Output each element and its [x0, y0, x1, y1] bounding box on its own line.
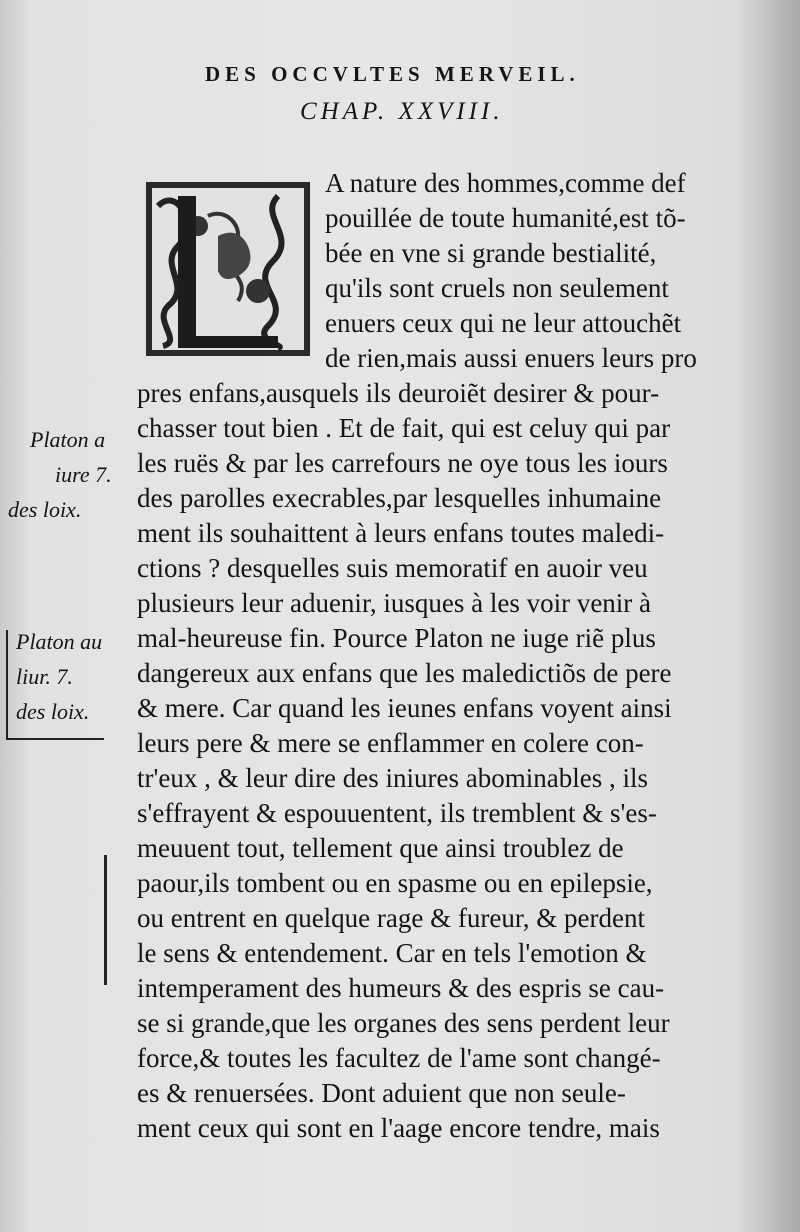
text-line: le sens & entendement. Car en tels l'emotion & — [137, 938, 647, 968]
margin-note: Platon a — [30, 427, 106, 452]
text-line: force,& toutes les facultez de l'ame sont changé- — [137, 1043, 661, 1073]
text-line: meuuent tout, tellement que ainsi troublez de — [137, 833, 624, 863]
text-line: A nature des hommes,comme def — [325, 168, 686, 198]
text-line: es & renuersées. Dont aduient que non seule- — [137, 1078, 626, 1108]
text-line: ment ceux qui sont en l'aage encore tendre, mais — [137, 1113, 660, 1143]
text-line: se si grande,que les organes des sens perdent leur — [137, 1008, 670, 1038]
margin-note: iure 7. — [55, 462, 112, 487]
text-line: paour,ils tombent ou en spasme ou en epilepsie, — [137, 868, 653, 898]
text-line: ment ils souhaittent à leurs enfans toutes maledi- — [137, 518, 665, 548]
margin-note: des loix. — [16, 699, 90, 724]
margin-bracket — [6, 738, 104, 740]
running-title: DES OCCVLTES MERVEIL. — [205, 62, 580, 86]
text-line: mal-heureuse fin. Pource Platon ne iuge riẽ plus — [137, 623, 656, 653]
margin-note: Platon au — [16, 629, 103, 654]
text-line: qu'ils sont cruels non seulement — [325, 273, 669, 303]
text-line: & mere. Car quand les ieunes enfans voyent ainsi — [137, 693, 672, 723]
text-line: pres enfans,ausquels ils deuroiẽt desirer & pour- — [137, 378, 660, 408]
text-line: de rien,mais aussi enuers leurs pro — [325, 343, 697, 373]
text-line: s'effrayent & espouuentent, ils tremblent & s'es- — [137, 798, 657, 828]
text-line: des parolles execrables,par lesquelles inhumaine — [137, 483, 662, 513]
margin-bracket — [6, 630, 8, 740]
text-line: pouillée de toute humanité,est tõ- — [325, 203, 686, 233]
text-line: chasser tout bien . Et de fait, qui est celuy qui par — [137, 413, 671, 443]
text-line: ctions ? desquelles suis memoratif en auoir veu — [137, 553, 648, 583]
text-line: dangereux aux enfans que les maledictiõs de pere — [137, 658, 672, 688]
decorated-initial-icon — [138, 176, 318, 361]
chapter-heading: CHAP. XXVIII. — [300, 98, 504, 125]
text-line: bée en vne si grande bestialité, — [325, 238, 657, 268]
margin-note: des loix. — [8, 497, 82, 522]
text-line: plusieurs leur aduenir, iusques à les voir venir à — [137, 588, 652, 618]
text-line: intemperament des humeurs & des espris se cau- — [137, 973, 665, 1003]
text-line: leurs pere & mere se enflammer en colere con- — [137, 728, 644, 758]
margin-note: liur. 7. — [16, 664, 73, 689]
text-line: enuers ceux qui ne leur attouchẽt — [325, 308, 682, 338]
margin-mark — [104, 855, 107, 985]
text-line: tr'eux , & leur dire des iniures abominables , ils — [137, 763, 648, 793]
text-line: ou entrent en quelque rage & fureur, & perdent — [137, 903, 645, 933]
text-line: les ruës & par les carrefours ne oye tous les iours — [137, 448, 668, 478]
